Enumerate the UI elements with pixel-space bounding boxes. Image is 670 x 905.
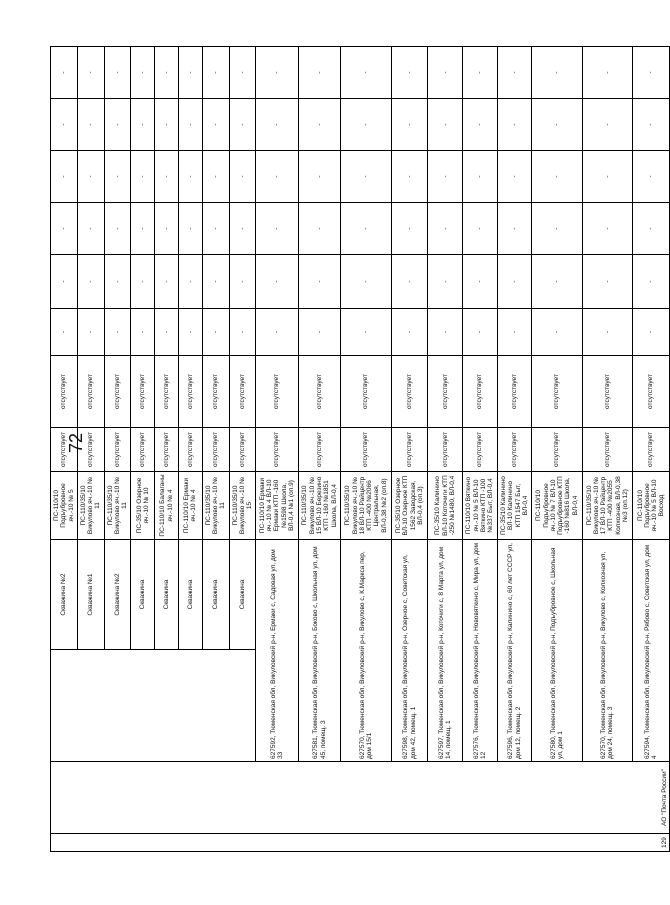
address-cell — [51, 650, 256, 762]
dash-cell: - — [202, 203, 229, 255]
dash-cell: - — [497, 47, 532, 99]
dash-cell: - — [532, 203, 582, 255]
data-table — [50, 46, 670, 852]
dash-cell: - — [298, 309, 341, 356]
status-cell-1: отсутствует — [391, 428, 428, 472]
dash-cell: - — [178, 151, 202, 203]
dash-cell: - — [341, 99, 391, 151]
dash-cell: - — [155, 309, 179, 356]
dash-cell: - — [497, 309, 532, 356]
object-cell: Скважина — [178, 540, 202, 650]
dash-cell: - — [104, 151, 131, 203]
dash-cell: - — [391, 203, 428, 255]
status-cell-2: отсутствует — [341, 356, 391, 428]
address-cell: 627592, Тюменская обл, Викуловский р-н, Ермаки с, Садовая ул, дом 33 — [256, 540, 299, 762]
status-cell-2: отсутствует — [428, 356, 463, 428]
dash-cell: - — [77, 203, 104, 255]
dash-cell: - — [104, 255, 131, 309]
address-cell: 627597, Тюменская обл, Викуловский р-н, Коточиги с, 8 Марта ул, дом 14, помещ. 1 — [428, 540, 463, 762]
row-number-cell: 129 — [51, 834, 670, 852]
address-cell: 627570, Тюменская обл, Викуловский р-н, Викулово с, Колхозная ул, дом 24, помещ. 3 — [582, 540, 632, 762]
dash-cell: - — [178, 47, 202, 99]
status-cell-2: отсутствует — [298, 356, 341, 428]
dash-cell: - — [155, 151, 179, 203]
dash-cell: - — [229, 99, 256, 151]
feeder-cell: ПС-110/10 Подъубровное яч.-10 № 5 — [51, 472, 78, 540]
dash-cell: - — [256, 99, 299, 151]
dash-cell: - — [341, 151, 391, 203]
object-cell: Скважина №2 — [104, 540, 131, 650]
feeder-cell: ПС-110/35/10 Викулово яч.-10 № 11 — [202, 472, 229, 540]
dash-cell: - — [229, 203, 256, 255]
table-row — [298, 47, 341, 852]
feeder-cell: ПС-110/10 Подъубровное яч.-10 № 7 ВЛ-10 Подъубровное КТП -160 №816 Школа, ВЛ-0,4 — [532, 472, 582, 540]
dash-cell: - — [633, 99, 670, 151]
object-cell: Скважина №1 — [77, 540, 104, 650]
dash-cell: - — [428, 47, 463, 99]
status-cell-1: отсутствует — [178, 428, 202, 472]
dash-cell: - — [532, 309, 582, 356]
status-cell-2: отсутствует — [532, 356, 582, 428]
table-row — [532, 47, 582, 852]
object-cell: Скважина — [202, 540, 229, 650]
status-cell-1: отсутствует — [532, 428, 582, 472]
dash-cell: - — [633, 309, 670, 356]
dash-cell: - — [229, 255, 256, 309]
table-row — [463, 47, 498, 852]
table-row — [497, 47, 532, 852]
dash-cell: - — [582, 99, 632, 151]
dash-cell: - — [463, 151, 498, 203]
dash-cell: - — [155, 203, 179, 255]
status-cell-2: отсутствует — [131, 356, 155, 428]
dash-cell: - — [202, 255, 229, 309]
dash-cell: - — [391, 255, 428, 309]
feeder-cell: ПС-110/35/10 Викулово яч.-10 № 17 ВЛ-10 Райцентр КТП -400 №2055 Колхозная, ВЛ-0,38 №3 (оп.12) — [582, 472, 632, 540]
status-cell-1: отсутствует — [155, 428, 179, 472]
table-row — [633, 47, 670, 852]
status-cell-1: отсутствует — [582, 428, 632, 472]
dash-cell: - — [428, 99, 463, 151]
feeder-cell: ПС-110/10 Ермаки яч.-10 № 4 — [178, 472, 202, 540]
dash-cell: - — [104, 99, 131, 151]
dash-cell: - — [391, 309, 428, 356]
feeder-cell: ПС-35/10 Озерное ВЛ-10 Озерное КТП 1562 Заводская, ВЛ-0,4 (оп.3) — [391, 472, 428, 540]
rotated-page — [50, 47, 670, 852]
dash-cell: - — [582, 47, 632, 99]
dash-cell: - — [178, 203, 202, 255]
dash-cell: - — [229, 151, 256, 203]
dash-cell: - — [256, 151, 299, 203]
dash-cell: - — [391, 99, 428, 151]
dash-cell: - — [463, 203, 498, 255]
object-cell: Скважина №2 — [51, 540, 78, 650]
organization-cell: АО "Почта России" — [51, 762, 670, 834]
dash-cell: - — [131, 151, 155, 203]
dash-cell: - — [131, 99, 155, 151]
dash-cell: - — [428, 309, 463, 356]
feeder-cell: ПС-110/35/10 Викулово яч.-10 № 11 — [77, 472, 104, 540]
dash-cell: - — [341, 309, 391, 356]
dash-cell: - — [256, 47, 299, 99]
feeder-cell: ПС-110/35/10 Викулово яч.-10 № 11 — [104, 472, 131, 540]
status-cell-2: отсутствует — [229, 356, 256, 428]
feeder-cell: ПС-110/10 Ермаки яч.-10 № 4 ВЛ-10 Ермаки КТП -160 №1598 Школа, ВЛ-0,4 №1 (оп.9) — [256, 472, 299, 540]
dash-cell: - — [202, 309, 229, 356]
feeder-cell: ПС-35/10 Озерное яч.-10 № 10 — [131, 472, 155, 540]
dash-cell: - — [532, 255, 582, 309]
status-cell-1: отсутствует — [131, 428, 155, 472]
address-cell: 627594, Тюменская обл, Викуловский р-н, Рябово с, Советская ул, дом 4 — [633, 540, 670, 762]
status-cell-1: отсутствует — [202, 428, 229, 472]
dash-cell: - — [131, 255, 155, 309]
dash-cell: - — [178, 99, 202, 151]
status-cell-1: отсутствует — [256, 428, 299, 472]
object-cell: Скважина — [131, 540, 155, 650]
feeder-cell: ПС-110/10 Подъубровное яч.-10 № 5 ВЛ-10 Восход — [633, 472, 670, 540]
dash-cell: - — [463, 99, 498, 151]
dash-cell: - — [391, 47, 428, 99]
address-cell: 627581, Тюменская обл, Викуловский р-н, Боково с, Школьная ул, дом 45, помещ. 3 — [298, 540, 341, 762]
status-cell-1: отсутствует — [428, 428, 463, 472]
dash-cell: - — [497, 99, 532, 151]
dash-cell: - — [77, 99, 104, 151]
dash-cell: - — [104, 47, 131, 99]
dash-cell: - — [633, 151, 670, 203]
dash-cell: - — [256, 203, 299, 255]
feeder-cell: ПС-110/35/10 Викулово яч.-10 № 15 — [229, 472, 256, 540]
status-cell-2: отсутствует — [178, 356, 202, 428]
dash-cell: - — [202, 99, 229, 151]
status-cell-1: отсутствует — [229, 428, 256, 472]
status-cell-2: отсутствует — [104, 356, 131, 428]
dash-cell: - — [51, 255, 78, 309]
status-cell-2: отсутствует — [582, 356, 632, 428]
dash-cell: - — [77, 309, 104, 356]
document-table-container — [50, 47, 670, 852]
dash-cell: - — [256, 309, 299, 356]
table-row — [341, 47, 391, 852]
status-cell-2: отсутствует — [256, 356, 299, 428]
address-cell: 627598, Тюменская обл, Викуловский р-н, Озерное с, Советская ул, дом 42, помещ. 1 — [391, 540, 428, 762]
dash-cell: - — [497, 203, 532, 255]
object-cell: Скважина — [155, 540, 179, 650]
feeder-cell: ПС-35/10 Калинино ВЛ-10 Калинино КТП 1547 Быт, ВЛ-0,4 — [497, 472, 532, 540]
table-row — [256, 47, 299, 852]
dash-cell: - — [178, 309, 202, 356]
dash-cell: - — [229, 309, 256, 356]
dash-cell: - — [178, 255, 202, 309]
dash-cell: - — [582, 309, 632, 356]
dash-cell: - — [633, 47, 670, 99]
table-row — [428, 47, 463, 852]
status-cell-2: отсутствует — [391, 356, 428, 428]
feeder-cell: ПС-35/10 Калинино ВЛ-10 Коточиги КТП -250 №1480, ВЛ-0,4 — [428, 472, 463, 540]
dash-cell: - — [131, 203, 155, 255]
dash-cell: - — [428, 203, 463, 255]
dash-cell: - — [51, 151, 78, 203]
table-row — [582, 47, 632, 852]
dash-cell: - — [131, 309, 155, 356]
page-number: 72 — [66, 432, 86, 454]
object-cell: Скважина — [229, 540, 256, 650]
status-cell-2: отсутствует — [155, 356, 179, 428]
status-cell-2: отсутствует — [463, 356, 498, 428]
dash-cell: - — [391, 151, 428, 203]
status-cell-1: отсутствует — [77, 428, 104, 472]
dash-cell: - — [155, 255, 179, 309]
status-cell-1: отсутствует — [298, 428, 341, 472]
address-cell: 627596, Тюменская обл, Викуловский р-н, Калинино с, 60 лет СССР ул, дом 12, помещ. 2 — [497, 540, 532, 762]
address-cell: 627580, Тюменская обл, Викуловский р-н, Подъубровное с, Школьная ул, дом 1 — [532, 540, 582, 762]
dash-cell: - — [51, 203, 78, 255]
dash-cell: - — [104, 203, 131, 255]
dash-cell: - — [497, 151, 532, 203]
dash-cell: - — [51, 99, 78, 151]
dash-cell: - — [582, 255, 632, 309]
dash-cell: - — [463, 255, 498, 309]
dash-cell: - — [155, 47, 179, 99]
dash-cell: - — [131, 47, 155, 99]
dash-cell: - — [298, 99, 341, 151]
dash-cell: - — [77, 47, 104, 99]
status-cell-1: отсутствует — [104, 428, 131, 472]
dash-cell: - — [77, 151, 104, 203]
address-cell: 627570, Тюменская обл, Викуловский р-н, Викулово с, К.Маркса пер, дом 15/1 — [341, 540, 391, 762]
dash-cell: - — [532, 99, 582, 151]
status-cell-2: отсутствует — [202, 356, 229, 428]
feeder-cell: ПС-110/35/10 Викулово яч.-10 № 18 ВЛ-10 Райцентр КТП -400 №2066 Центральная, ВЛ-0,38 №2 (оп.8) — [341, 472, 391, 540]
dash-cell: - — [298, 255, 341, 309]
dash-cell: - — [463, 309, 498, 356]
status-cell-1: отсутствует — [633, 428, 670, 472]
dash-cell: - — [298, 151, 341, 203]
status-cell-1: отсутствует — [463, 428, 498, 472]
table-row — [51, 47, 78, 852]
feeder-cell: ПС-110/10 Балаганы яч.-10 № 4 — [155, 472, 179, 540]
feeder-cell: ПС-110/10 Вяткино яч.-10 № 5 ВЛ-10 Вяткино КТП -100 №337 Быт, ВЛ-0,4 — [463, 472, 498, 540]
dash-cell: - — [633, 203, 670, 255]
address-cell: 627576, Тюменская обл, Викуловский р-н, Нововяткино с, Мира ул, дом 12 — [463, 540, 498, 762]
dash-cell: - — [428, 151, 463, 203]
table-row — [391, 47, 428, 852]
dash-cell: - — [202, 47, 229, 99]
dash-cell: - — [497, 255, 532, 309]
dash-cell: - — [341, 47, 391, 99]
dash-cell: - — [51, 309, 78, 356]
feeder-cell: ПС-110/35/10 Викулово яч.-10 № 15 ВЛ-10 Березино КТП -160 №1851 Школа, ВЛ-0,4 — [298, 472, 341, 540]
dash-cell: - — [202, 151, 229, 203]
dash-cell: - — [155, 99, 179, 151]
dash-cell: - — [104, 309, 131, 356]
dash-cell: - — [582, 203, 632, 255]
status-cell-1: отсутствует — [341, 428, 391, 472]
dash-cell: - — [229, 47, 256, 99]
dash-cell: - — [298, 47, 341, 99]
status-cell-2: отсутствует — [51, 356, 78, 428]
dash-cell: - — [532, 47, 582, 99]
dash-cell: - — [256, 255, 299, 309]
dash-cell: - — [51, 47, 78, 99]
status-cell-2: отсутствует — [497, 356, 532, 428]
dash-cell: - — [341, 203, 391, 255]
dash-cell: - — [77, 255, 104, 309]
dash-cell: - — [463, 47, 498, 99]
status-cell-1: отсутствует — [497, 428, 532, 472]
dash-cell: - — [428, 255, 463, 309]
status-cell-2: отсутствует — [633, 356, 670, 428]
dash-cell: - — [341, 255, 391, 309]
dash-cell: - — [633, 255, 670, 309]
dash-cell: - — [582, 151, 632, 203]
status-cell-2: отсутствует — [77, 356, 104, 428]
dash-cell: - — [298, 203, 341, 255]
status-cell-1: отсутствует — [51, 428, 78, 472]
dash-cell: - — [532, 151, 582, 203]
